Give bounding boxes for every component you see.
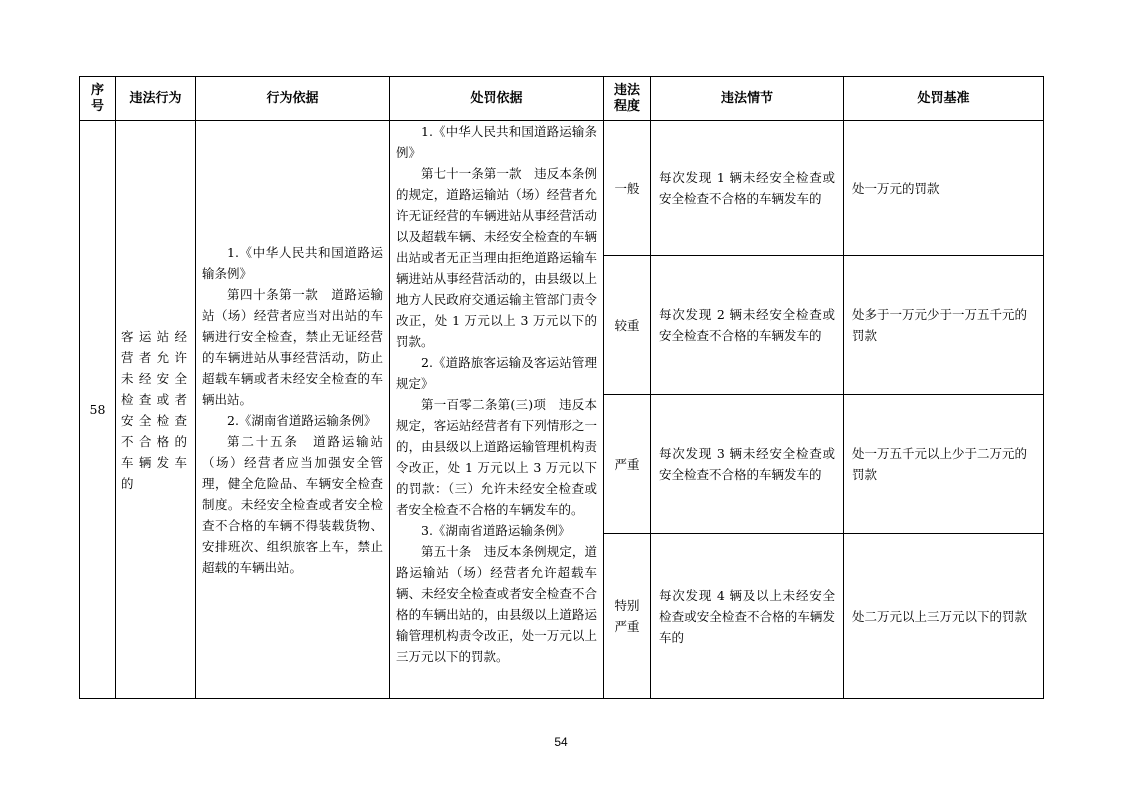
penalty-paragraph: 2.《道路旅客运输及客运站管理规定》 [396,355,597,391]
standard-especially-severe: 处二万元以上三万元以下的罚款 [844,534,1044,699]
page-number: 54 [554,735,568,749]
basis-paragraph: 2.《湖南省道路运输条例》 [227,412,377,428]
penalty-paragraph: 第一百零二条第(三)项 违反本规定，客运站经营者有下列情形之一的，由县级以上道路运输管理机构责令改正，处 1 万元以上 3 万元以下的罚款：（三）允许未经安全检查或者安全检查不合格的车辆发车的。 [396,397,597,517]
penalty-paragraph: 第五十条 违反本条例规定，道路运输站（场）经营者允许超载车辆、未经安全检查或者安全检查不合格的车辆出站的，由县级以上道路运输管理机构责令改正，处一万元以上三万元以下的罚款。 [396,544,597,664]
degree-serious: 较重 [604,256,651,395]
header-violation: 违法行为 [116,77,196,121]
degree-severe: 严重 [604,395,651,534]
standard-general: 处一万元的罚款 [844,121,1044,256]
circumstance-serious: 每次发现 2 辆未经安全检查或安全检查不合格的车辆发车的 [651,256,844,395]
standard-severe: 处一万五千元以上少于二万元的罚款 [844,395,1044,534]
basis-paragraph: 第四十条第一款 道路运输站（场）经营者应当对出站的车辆进行安全检查，禁止无证经营的车辆进站从事经营活动，防止超载车辆或者未经安全检查的车辆出站。 [202,286,383,407]
table-row [80,121,1044,256]
degree-especially-severe: 特别 严重 [604,534,651,699]
penalty-basis-cell [390,121,604,699]
header-standard: 处罚基准 [844,77,1044,121]
row-number: 58 [80,121,116,699]
header-basis: 行为依据 [196,77,390,121]
penalty-standard-table [79,76,1044,699]
header-penalty-basis: 处罚依据 [390,77,604,121]
circumstance-especially-severe: 每次发现 4 辆及以上未经安全检查或安全检查不合格的车辆发车的 [651,534,844,699]
basis-paragraph: 第二十五条 道路运输站（场）经营者应当加强安全管理，健全危险品、车辆安全检查制度。未经安全检查或者安全检查不合格的车辆不得装载货物、安排班次、组织旅客上车，禁止超载的车辆出站。 [202,433,383,575]
circumstance-severe: 每次发现 3 辆未经安全检查或安全检查不合格的车辆发车的 [651,395,844,534]
penalty-paragraph: 3.《湖南省道路运输条例》 [421,523,571,538]
degree-general: 一般 [604,121,651,256]
basis-cell [196,121,390,699]
header-seq: 序 号 [80,77,116,121]
header-degree: 违法 程度 [604,77,651,121]
standard-serious: 处多于一万元少于一万五千元的罚款 [844,256,1044,395]
circumstance-general: 每次发现 1 辆未经安全检查或安全检查不合格的车辆发车的 [651,121,844,256]
basis-paragraph: 1.《中华人民共和国道路运输条例》 [202,244,383,281]
penalty-paragraph: 第七十一条第一款 违反本条例的规定，道路运输站（场）经营者允许无证经营的车辆进站从事经营活动以及超载车辆、未经安全检查的车辆出站或者无正当理由拒绝道路运输车辆进站从事经营活动的，由县级以上地方人民政府交通运输主管部门责令改正，处 1 万元以上 3 万元以下的罚款。 [396,166,597,349]
violation-cell: 客运站经营者允许未经安全检查或者安全检查不合格的车辆发车的 [116,121,196,699]
penalty-paragraph: 1.《中华人民共和国道路运输条例》 [396,124,597,160]
header-row [80,77,1044,121]
header-circumstance: 违法情节 [651,77,844,121]
